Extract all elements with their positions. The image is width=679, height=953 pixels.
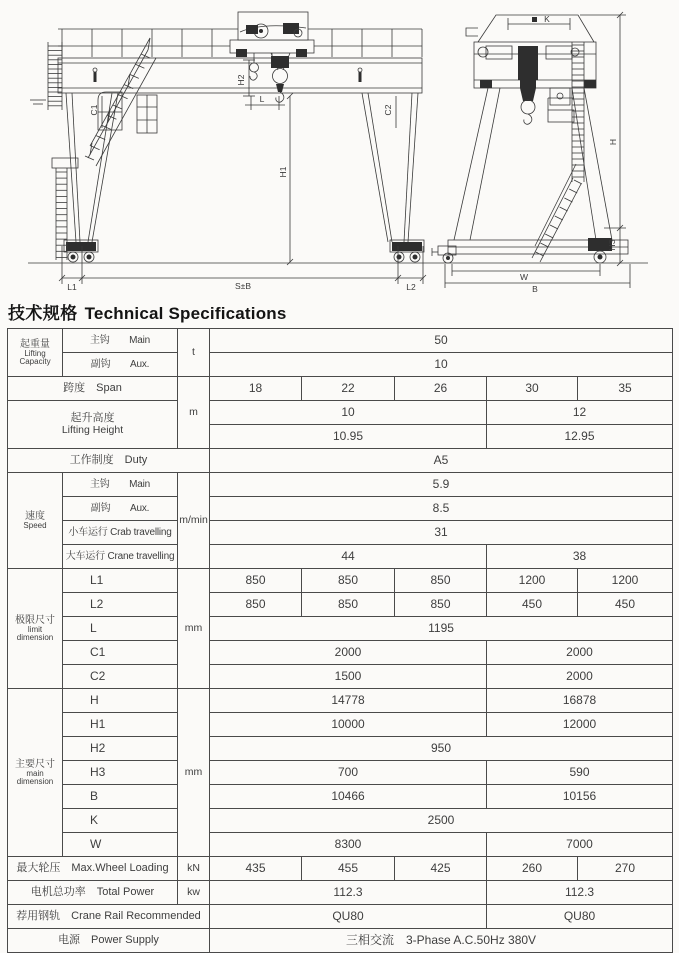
- unit-cell: m/min: [178, 473, 210, 569]
- spec-row-21: [8, 809, 673, 833]
- value-cell: 850: [395, 569, 487, 593]
- value-cell: 1195: [210, 617, 673, 641]
- spec-row-8: [8, 497, 673, 521]
- spec-row-19: [8, 761, 673, 785]
- value-cell: QU80: [210, 905, 487, 929]
- dim-label: L: [63, 617, 178, 641]
- unit-cell: mm: [178, 689, 210, 857]
- side-wheels: [432, 238, 612, 263]
- group-label: [8, 329, 63, 377]
- cell-line: 极限尺寸: [15, 614, 55, 626]
- value-cell: 112.3: [210, 881, 487, 905]
- value-cell: 10.95: [210, 425, 487, 449]
- right-leg: [362, 93, 424, 262]
- page-title-zh: 技术规格: [8, 304, 78, 323]
- row-label: 跨度 Span: [8, 377, 178, 401]
- value-cell: 14778: [210, 689, 487, 713]
- row-label: 主钩 Main: [63, 473, 178, 497]
- technical-drawing: [0, 0, 679, 292]
- dim-label: W: [63, 833, 178, 857]
- b-label: B: [532, 284, 538, 292]
- value-cell: 850: [395, 593, 487, 617]
- spec-row-10: [8, 545, 673, 569]
- row-label: 大车运行 Crane travelling: [63, 545, 178, 569]
- w-label: W: [519, 272, 529, 282]
- dim-label: L1: [63, 569, 178, 593]
- row-label: [8, 401, 178, 449]
- spec-row-18: [8, 737, 673, 761]
- spec-row-22: [8, 833, 673, 857]
- value-cell: 270: [578, 857, 673, 881]
- cell-line: Lifting Capacity: [19, 348, 51, 367]
- value-cell: 10156: [487, 785, 673, 809]
- spec-row-3: [8, 377, 673, 401]
- unit-cell: mm: [178, 569, 210, 689]
- value-cell: 850: [210, 569, 302, 593]
- unit-cell: t: [178, 329, 210, 377]
- value-cell: 12: [487, 401, 673, 425]
- c2-label: C2: [383, 104, 393, 116]
- group-label: [8, 473, 63, 569]
- dim-label: C2: [63, 665, 178, 689]
- value-cell: 700: [210, 761, 487, 785]
- dim-label: H1: [63, 713, 178, 737]
- row-label: 电源 Power Supply: [8, 929, 210, 953]
- side-ladder: [532, 42, 584, 262]
- value-cell: 950: [210, 737, 673, 761]
- cell-line: dimension: [16, 777, 54, 787]
- dim-label: B: [63, 785, 178, 809]
- value-cell: 12.95: [487, 425, 673, 449]
- h1-label: H1: [278, 166, 288, 178]
- dim-label: C1: [63, 641, 178, 665]
- front-dimensions: [59, 60, 426, 292]
- value-cell: 30: [487, 377, 578, 401]
- l1-label: L1: [67, 282, 77, 292]
- value-cell: 10466: [210, 785, 487, 809]
- unit-cell: kN: [178, 857, 210, 881]
- value-cell: QU80: [487, 905, 673, 929]
- page-title: [8, 299, 679, 324]
- h3-label: H3: [607, 239, 617, 251]
- cell-line: 起升高度: [70, 412, 115, 425]
- row-label: 小车运行 Crab travelling: [63, 521, 178, 545]
- value-cell: 850: [302, 569, 395, 593]
- span-label: S±B: [234, 281, 252, 291]
- value-cell: 435: [210, 857, 302, 881]
- unit-cell: m: [178, 377, 210, 449]
- value-cell: 1200: [487, 569, 578, 593]
- spec-table: [7, 328, 673, 953]
- value-cell: 26: [395, 377, 487, 401]
- spec-row-14: [8, 641, 673, 665]
- side-view: [432, 12, 630, 292]
- main-hook: [271, 53, 290, 102]
- value-cell: 16878: [487, 689, 673, 713]
- spec-row-25: [8, 905, 673, 929]
- spec-row-13: [8, 617, 673, 641]
- row-label: 电机总功率 Total Power: [8, 881, 178, 905]
- spec-row-4: [8, 401, 673, 425]
- spec-row-17: [8, 713, 673, 737]
- value-cell: 1500: [210, 665, 487, 689]
- spec-row-12: [8, 593, 673, 617]
- value-cell: 2500: [210, 809, 673, 833]
- cell-line: Lifting Height: [61, 423, 124, 436]
- row-label: 副钩 Aux.: [63, 353, 178, 377]
- value-cell: 38: [487, 545, 673, 569]
- dim-label: H3: [63, 761, 178, 785]
- spec-row-16: [8, 689, 673, 713]
- dim-label: H: [63, 689, 178, 713]
- value-cell: 1200: [578, 569, 673, 593]
- unit-cell: kw: [178, 881, 210, 905]
- aux-hook: [250, 53, 259, 80]
- value-cell: 50: [210, 329, 673, 353]
- side-hook: [520, 88, 536, 124]
- dim-label: H2: [63, 737, 178, 761]
- dim-label: K: [63, 809, 178, 833]
- k-label: K: [544, 14, 550, 24]
- value-cell: 10: [210, 401, 487, 425]
- value-cell: 425: [395, 857, 487, 881]
- value-cell: 三相交流 3-Phase A.C.50Hz 380V: [210, 929, 673, 953]
- row-label: 主钩 Main: [63, 329, 178, 353]
- side-legs: [448, 88, 628, 254]
- value-cell: 8300: [210, 833, 487, 857]
- value-cell: 850: [302, 593, 395, 617]
- front-view: [30, 12, 426, 292]
- value-cell: 450: [578, 593, 673, 617]
- cell-line: limit: [27, 624, 43, 634]
- value-cell: A5: [210, 449, 673, 473]
- value-cell: 850: [210, 593, 302, 617]
- spec-row-11: [8, 569, 673, 593]
- spec-row-15: [8, 665, 673, 689]
- spec-row-24: [8, 881, 673, 905]
- spec-row-2: [8, 353, 673, 377]
- row-label: 荐用钢轨 Crane Rail Recommended: [8, 905, 210, 929]
- value-cell: 7000: [487, 833, 673, 857]
- row-label: 工作制度 Duty: [8, 449, 210, 473]
- spec-row-7: [8, 473, 673, 497]
- value-cell: 22: [302, 377, 395, 401]
- group-label: [8, 689, 63, 857]
- cell-line: 速度: [25, 510, 45, 522]
- row-label: 最大轮压 Max.Wheel Loading: [8, 857, 178, 881]
- c1-label: C1: [89, 104, 99, 116]
- value-cell: 10000: [210, 713, 487, 737]
- value-cell: 35: [578, 377, 673, 401]
- value-cell: 5.9: [210, 473, 673, 497]
- group-label: [8, 569, 63, 689]
- cell-line: 主要尺寸: [15, 758, 55, 770]
- value-cell: 8.5: [210, 497, 673, 521]
- row-label: 副钩 Aux.: [63, 497, 178, 521]
- spec-row-9: [8, 521, 673, 545]
- value-cell: 12000: [487, 713, 673, 737]
- value-cell: 10: [210, 353, 673, 377]
- page-title-en: Technical Specifications: [84, 304, 287, 323]
- left-top-ladder: [30, 42, 62, 110]
- h-label: H: [608, 138, 618, 146]
- stairway: [52, 38, 156, 260]
- value-cell: 2000: [487, 641, 673, 665]
- cell-line: dimension: [16, 633, 54, 643]
- value-cell: 455: [302, 857, 395, 881]
- value-cell: 31: [210, 521, 673, 545]
- value-cell: 2000: [210, 641, 487, 665]
- trolley: [230, 12, 314, 57]
- dim-label: L2: [63, 593, 178, 617]
- value-cell: 590: [487, 761, 673, 785]
- spec-table-body: [8, 329, 673, 953]
- spec-row-23: [8, 857, 673, 881]
- cell-line: 起重量: [20, 338, 50, 350]
- spec-row-20: [8, 785, 673, 809]
- value-cell: 18: [210, 377, 302, 401]
- value-cell: 112.3: [487, 881, 673, 905]
- value-cell: 2000: [487, 665, 673, 689]
- value-cell: 260: [487, 857, 578, 881]
- l-label: L: [259, 94, 265, 104]
- girder-mark: [93, 68, 362, 82]
- spec-row-26: [8, 929, 673, 953]
- h2-label: H2: [236, 74, 246, 86]
- value-cell: 450: [487, 593, 578, 617]
- spec-row-6: [8, 449, 673, 473]
- spec-row-1: [8, 329, 673, 353]
- l2-label: L2: [406, 282, 416, 292]
- cell-line: main: [26, 768, 44, 778]
- cell-line: Speed: [23, 520, 47, 530]
- value-cell: 44: [210, 545, 487, 569]
